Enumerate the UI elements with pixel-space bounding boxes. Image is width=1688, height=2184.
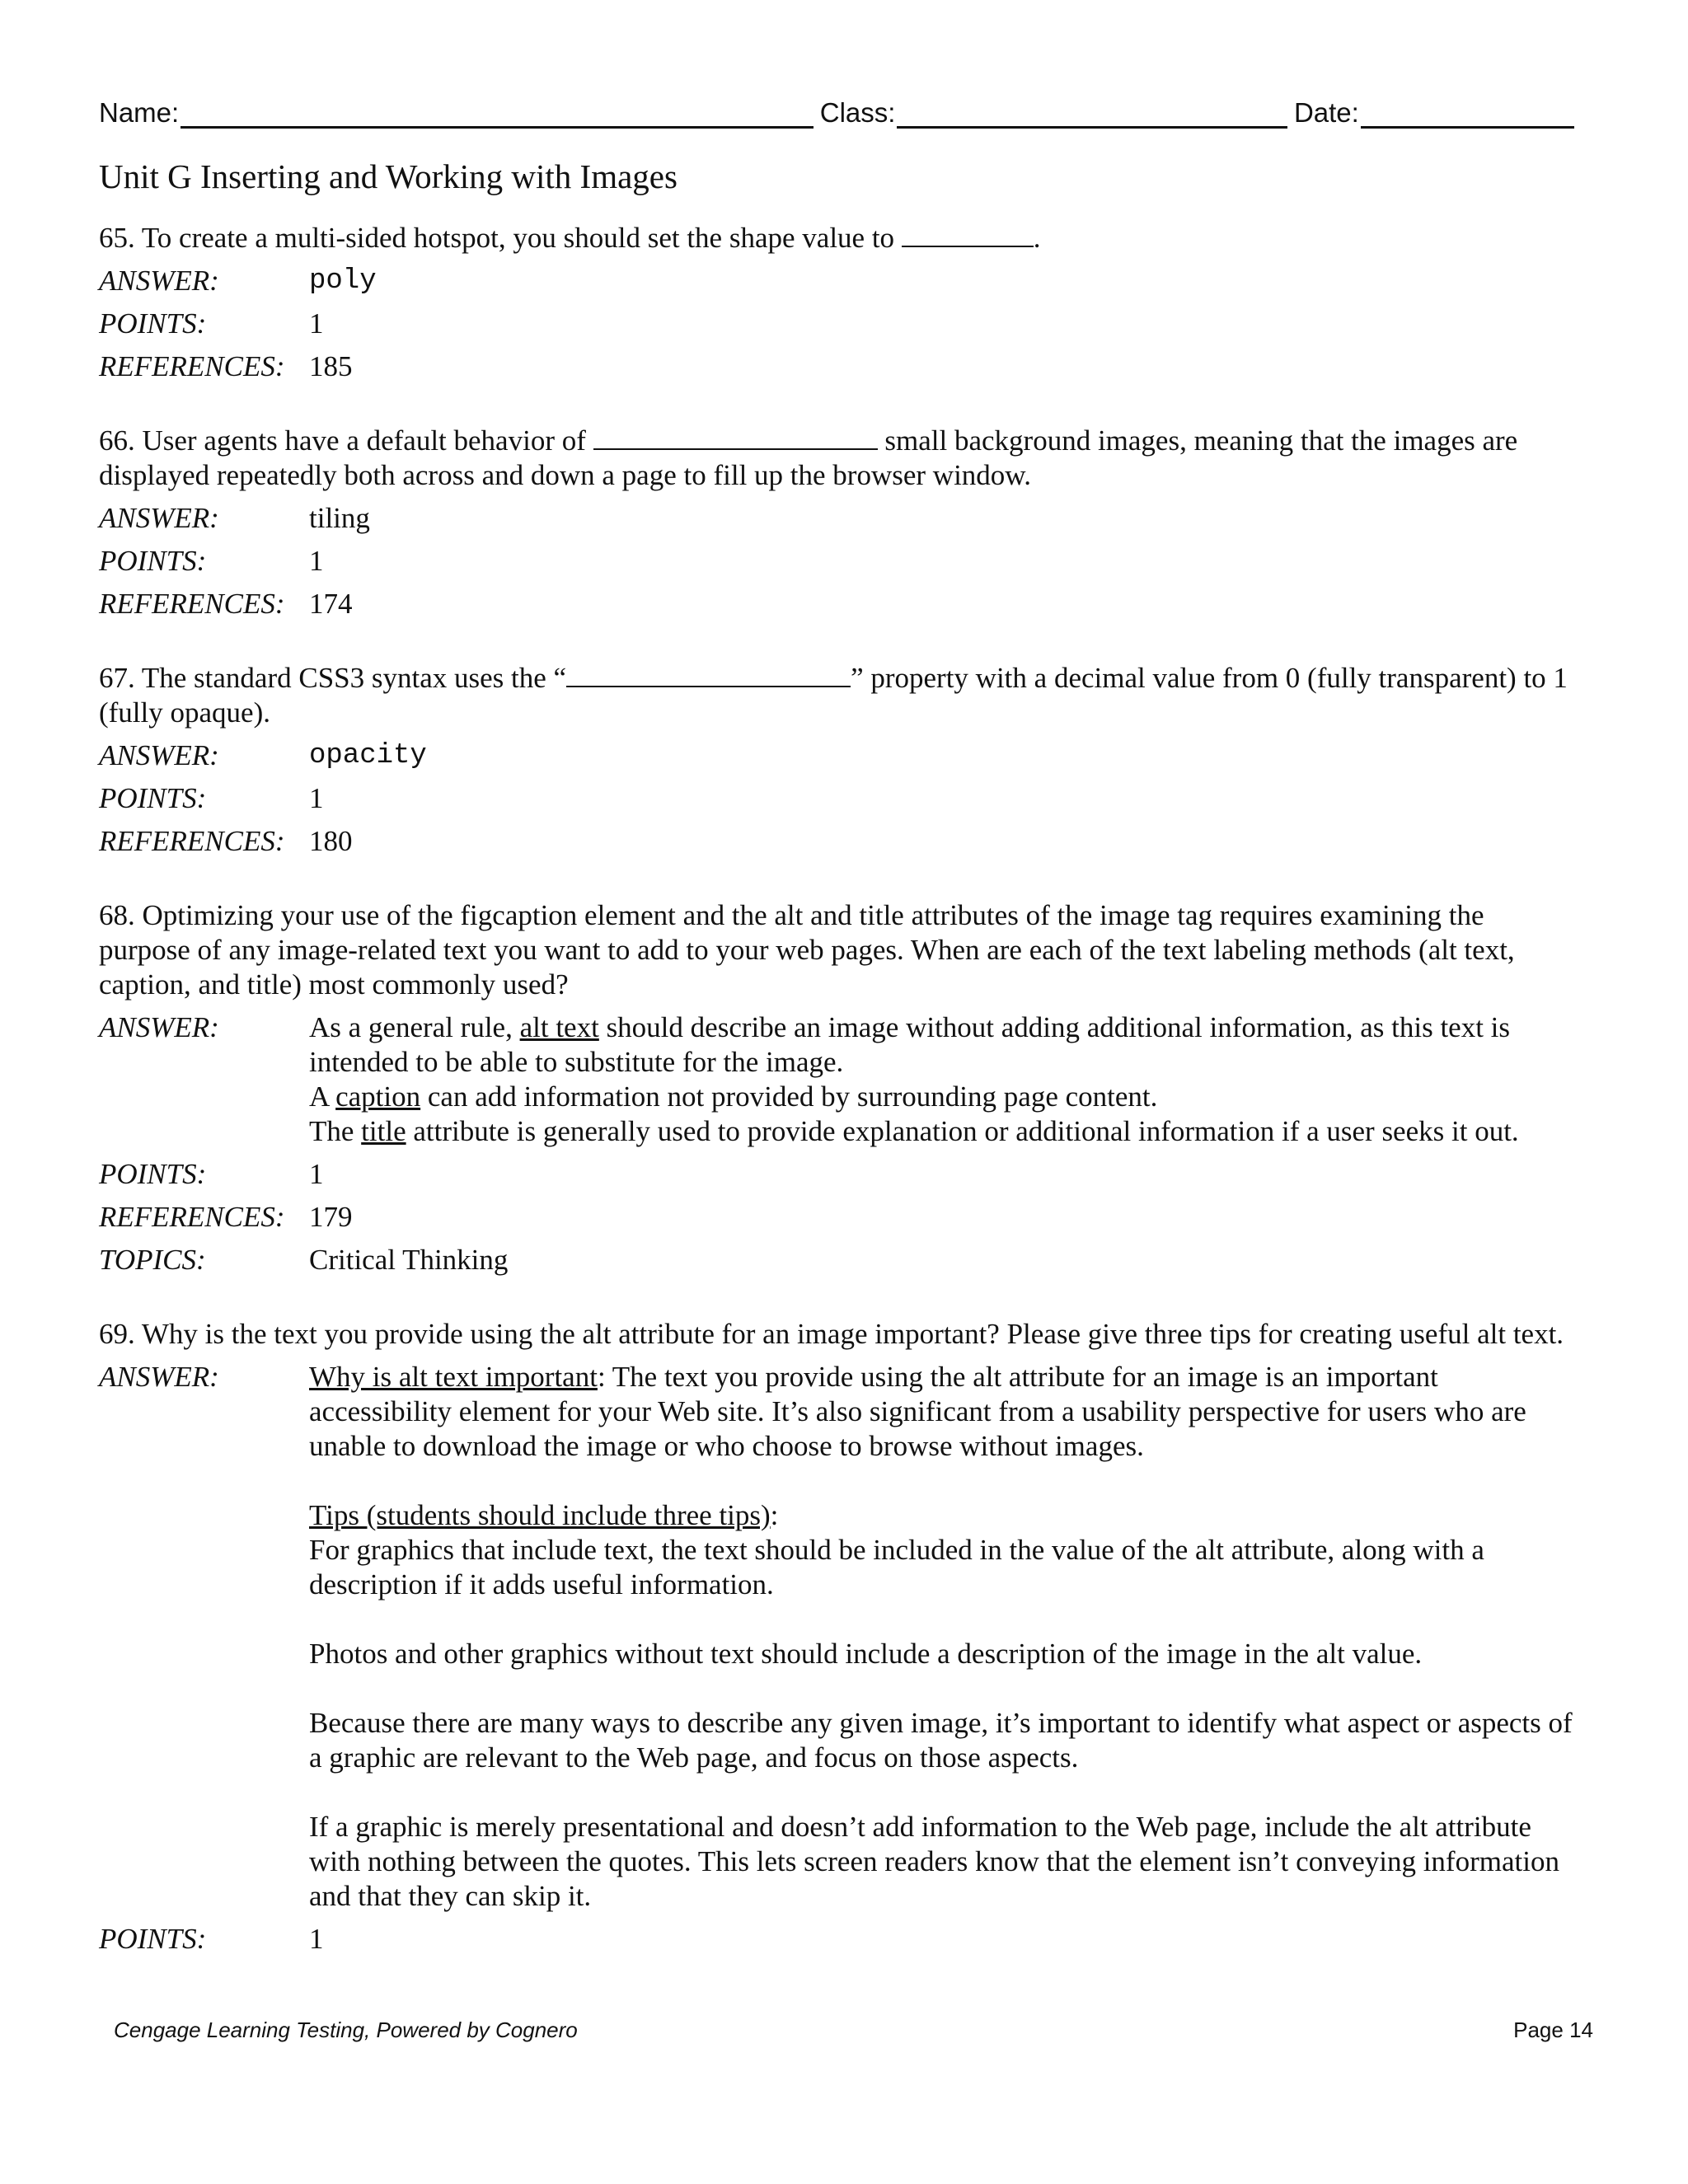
points-row [99, 544, 1582, 579]
answer-text: attribute is generally used to provide explanation or additional information if a user seeks it out. [406, 1115, 1519, 1147]
points-label: POINTS: [99, 307, 207, 340]
points-row [99, 781, 1582, 816]
date-label: Date: [1293, 97, 1359, 128]
references-row [99, 824, 1582, 859]
question-text-after: ” property with a decimal value from 0 (fully transparent) to 1 (fully opaque). [99, 662, 1568, 729]
spacer [309, 1671, 1582, 1706]
tip-item: For graphics that include text, the text should be included in the value of the alt attribute, along with a description if it adds useful information. [309, 1534, 1484, 1601]
question-text-after: . [1033, 222, 1041, 254]
spacer [309, 1464, 1582, 1498]
answer-value [309, 1010, 1582, 1149]
answer-value: opacity [309, 740, 427, 771]
question-65 [99, 221, 1582, 384]
question-66 [99, 424, 1582, 621]
references-label: REFERENCES: [99, 350, 285, 382]
references-label: REFERENCES: [99, 1201, 285, 1233]
question-text-before: 67. The standard CSS3 syntax uses the “ [99, 662, 567, 694]
references-row [99, 1200, 1582, 1235]
points-row [99, 1922, 1582, 1957]
answer-text: As a general rule, [309, 1011, 520, 1043]
answer-value: poly [309, 265, 377, 297]
points-value: 1 [309, 782, 324, 814]
topics-value: Critical Thinking [309, 1244, 509, 1276]
name-label: Name: [99, 97, 180, 128]
points-label: POINTS: [99, 545, 207, 577]
points-value: 1 [309, 1158, 324, 1190]
tip-item: If a graphic is merely presentational and doesn’t add information to the Web page, include the alt attribute with nothing between the quotes. This lets screen readers know that the element isn’t conveying information and that they can skip it. [309, 1811, 1559, 1912]
question-text: 68. Optimizing your use of the figcaption element and the alt and title attributes of the image tag requires examining the purpose of any image-related text you want to add to your web pages. When are each of the text labeling methods (alt text, caption, and title) most commonly used? [99, 899, 1515, 1001]
page-footer [114, 2018, 1593, 2043]
tip-item: Photos and other graphics without text should include a description of the image in the alt value. [309, 1638, 1423, 1670]
answer-blank [902, 221, 1034, 247]
answer-paragraph [309, 1010, 1582, 1080]
answer-label: ANSWER: [99, 502, 219, 534]
references-row [99, 587, 1582, 621]
answer-text: : [770, 1499, 779, 1531]
question-text: 69. Why is the text you provide using the alt attribute for an image important? Please give three tips for creating useful alt text. [99, 1318, 1564, 1350]
answer-paragraph [309, 1080, 1582, 1114]
question-text [99, 661, 1582, 730]
question-69 [99, 1317, 1582, 1957]
answer-row [99, 738, 1582, 773]
answer-label: ANSWER: [99, 265, 219, 297]
answer-label: ANSWER: [99, 1361, 219, 1393]
answer-text: : The text you provide using the alt attribute for an image is an important accessibility element for your Web site. It’s also significant from a usability perspective for users who are unable to download the image or who choose to browse without images. [309, 1361, 1526, 1462]
references-value: 185 [309, 350, 353, 382]
answer-row [99, 1360, 1582, 1914]
answer-row [99, 264, 1582, 298]
page-number: Page 14 [1513, 2018, 1593, 2042]
points-value: 1 [309, 307, 324, 340]
question-67 [99, 661, 1582, 859]
spacer [309, 1775, 1582, 1810]
question-text-before: 65. To create a multi-sided hotspot, you should set the shape value to [99, 222, 902, 254]
answer-underlined-term: Why is alt text important [309, 1361, 598, 1393]
answer-label: ANSWER: [99, 739, 219, 771]
answer-underlined-term: alt text [519, 1011, 599, 1043]
page-title: Unit G Inserting and Working with Images [99, 157, 678, 195]
topics-label: TOPICS: [99, 1244, 206, 1276]
question-text [99, 424, 1582, 493]
answer-text: The [309, 1115, 362, 1147]
answer-row [99, 501, 1582, 536]
question-text-before: 66. User agents have a default behavior of [99, 424, 593, 457]
date-line [1361, 103, 1574, 129]
answer-blank [566, 661, 851, 687]
points-label: POINTS: [99, 1158, 207, 1190]
references-value: 179 [309, 1201, 353, 1233]
name-line [181, 103, 814, 129]
points-value: 1 [309, 1923, 324, 1955]
spacer [309, 1602, 1582, 1637]
question-text-after: small background images, meaning that the images are displayed repeatedly both across and down a page to fill up the browser window. [99, 424, 1518, 491]
points-label: POINTS: [99, 782, 207, 814]
tip-item: Because there are many ways to describe any given image, it’s important to identify what aspect or aspects of a graphic are relevant to the Web page, and focus on those aspects. [309, 1707, 1573, 1774]
answer-row [99, 1010, 1582, 1149]
answer-blank [593, 424, 878, 450]
question-68 [99, 898, 1582, 1277]
references-value: 174 [309, 588, 353, 620]
points-row [99, 1157, 1582, 1192]
answer-value [309, 1360, 1582, 1914]
footer-credit: Cengage Learning Testing, Powered by Cognero [114, 2018, 578, 2042]
answer-underlined-term: caption [335, 1080, 421, 1113]
class-line [897, 103, 1287, 129]
answer-value: tiling [309, 502, 370, 534]
references-value: 180 [309, 825, 353, 857]
question-text [99, 221, 1582, 255]
references-label: REFERENCES: [99, 825, 285, 857]
class-label: Class: [819, 97, 896, 128]
answer-text: can add information not provided by surrounding page content. [420, 1080, 1158, 1113]
questions-list [99, 221, 1582, 1996]
answer-paragraph [309, 1114, 1582, 1149]
points-row [99, 307, 1582, 341]
answer-underlined-term: Tips (students should include three tips) [309, 1499, 771, 1531]
answer-underlined-term: title [361, 1115, 406, 1147]
topics-row [99, 1243, 1582, 1277]
answer-text: should describe an image without adding additional information, as this text is intended to be able to substitute for the image. [309, 1011, 1511, 1078]
references-label: REFERENCES: [99, 588, 285, 620]
points-value: 1 [309, 545, 324, 577]
answer-label: ANSWER: [99, 1011, 219, 1043]
tips-heading [309, 1498, 1582, 1533]
references-row [99, 349, 1582, 384]
points-label: POINTS: [99, 1923, 207, 1955]
header-row [99, 97, 1574, 129]
answer-paragraph [309, 1360, 1582, 1464]
answer-text: A [309, 1080, 336, 1113]
